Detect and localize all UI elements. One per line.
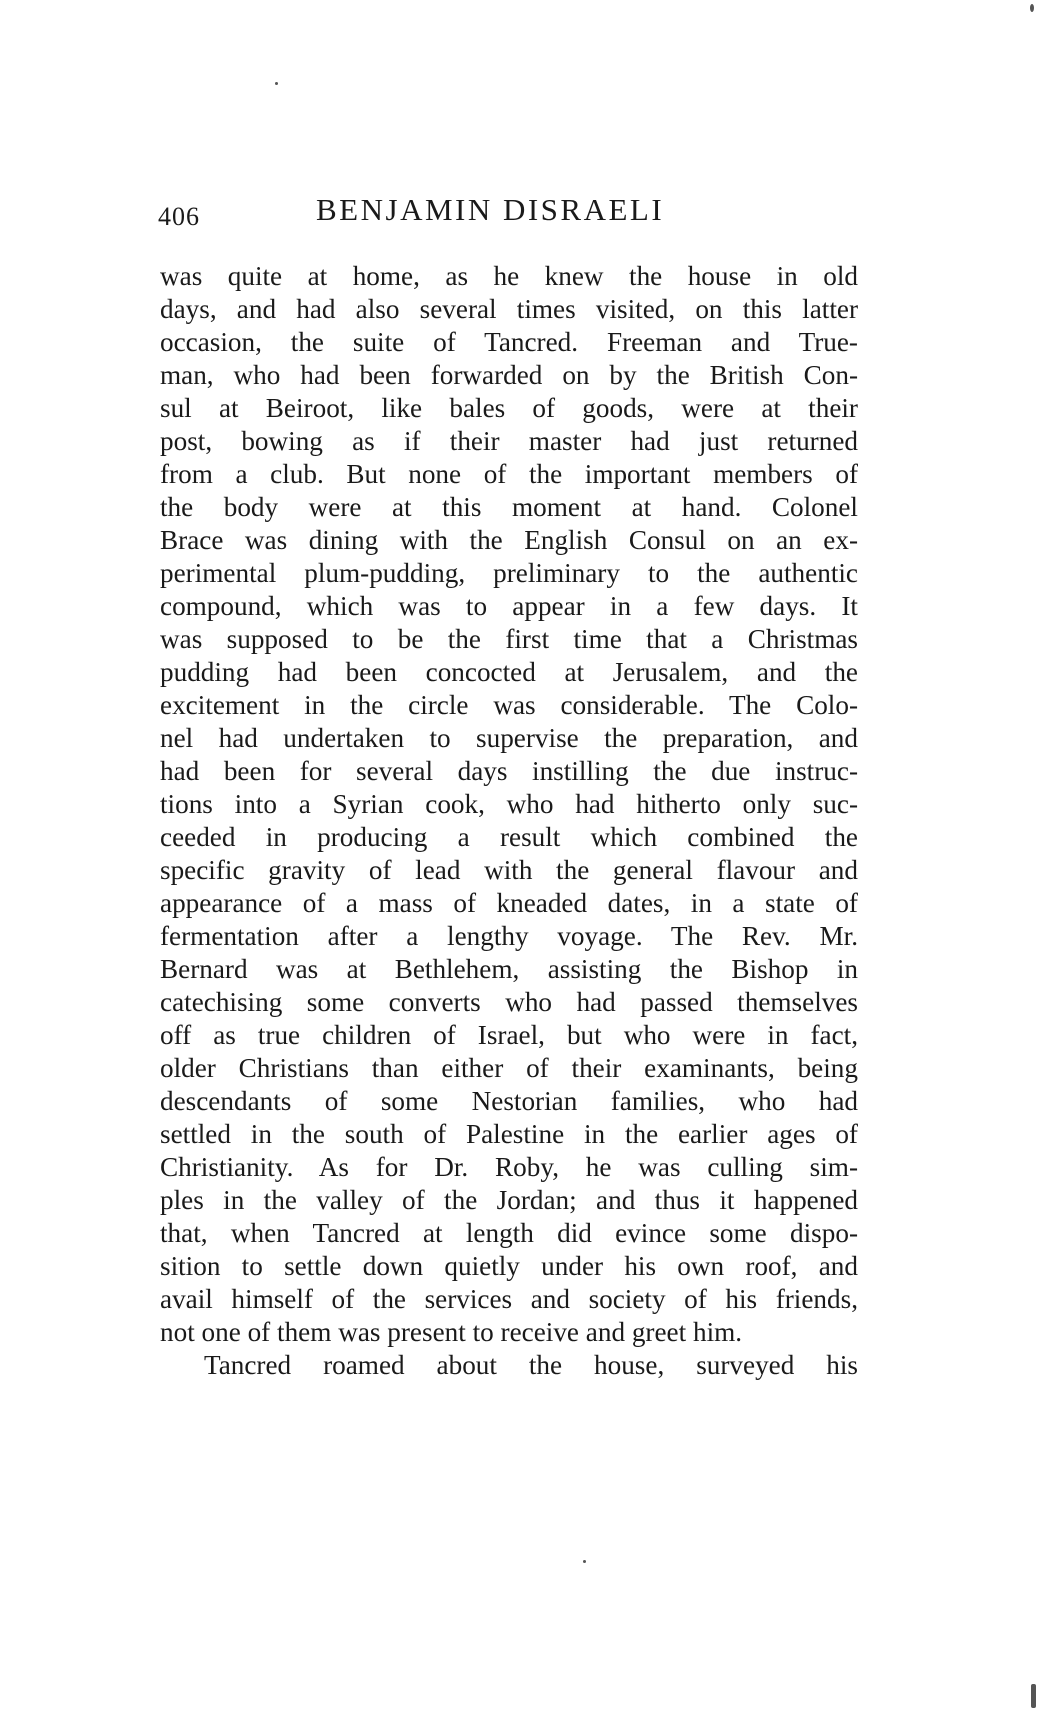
- paragraph-start-line: Tancred roamed about the house, surveyed his: [204, 1350, 858, 1380]
- scan-speck: [275, 82, 278, 85]
- body-text: [160, 260, 858, 1382]
- scan-speck: [1031, 1684, 1036, 1708]
- text-line: was supposed to be the first time that a Christmas: [160, 624, 858, 654]
- text-line: nel had undertaken to supervise the preparation, and: [160, 723, 858, 753]
- running-head: [158, 192, 858, 242]
- text-line: from a club. But none of the important members of: [160, 459, 858, 489]
- text-line: pudding had been concocted at Jerusalem, and the: [160, 657, 858, 687]
- text-line: specific gravity of lead with the general flavour and: [160, 855, 858, 885]
- page-number: 406: [158, 202, 200, 231]
- text-line: had been for several days instilling the due instruc-: [160, 756, 858, 786]
- text-line: ples in the valley of the Jordan; and thus it happened: [160, 1185, 858, 1215]
- text-line: Christianity. As for Dr. Roby, he was culling sim-: [160, 1152, 858, 1182]
- text-line: man, who had been forwarded on by the British Con-: [160, 360, 858, 390]
- text-line: that, when Tancred at length did evince some dispo-: [160, 1218, 858, 1248]
- text-line: ceeded in producing a result which combined the: [160, 822, 858, 852]
- text-line: compound, which was to appear in a few days. It: [160, 591, 858, 621]
- text-line: descendants of some Nestorian families, who had: [160, 1086, 858, 1116]
- text-line: perimental plum-pudding, preliminary to the authentic: [160, 558, 858, 588]
- text-line: settled in the south of Palestine in the earlier ages of: [160, 1119, 858, 1149]
- text-line: older Christians than either of their examinants, being: [160, 1053, 858, 1083]
- text-line: was quite at home, as he knew the house in old: [160, 261, 858, 291]
- text-line: sul at Beiroot, like bales of goods, were at their: [160, 393, 858, 423]
- text-line: the body were at this moment at hand. Colonel: [160, 492, 858, 522]
- text-line: days, and had also several times visited, on this latter: [160, 294, 858, 324]
- text-line: excitement in the circle was considerable. The Colo-: [160, 690, 858, 720]
- text-line: catechising some converts who had passed themselves: [160, 987, 858, 1017]
- text-line: occasion, the suite of Tancred. Freeman and True-: [160, 327, 858, 357]
- paragraph-end-line: not one of them was present to receive and greet him.: [160, 1317, 743, 1347]
- text-line: avail himself of the services and society of his friends,: [160, 1284, 858, 1314]
- scan-speck: [1030, 4, 1034, 12]
- text-line: appearance of a mass of kneaded dates, in a state of: [160, 888, 858, 918]
- running-title: BENJAMIN DISRAELI: [316, 192, 665, 227]
- text-line: sition to settle down quietly under his own roof, and: [160, 1251, 858, 1281]
- text-line: tions into a Syrian cook, who had hitherto only suc-: [160, 789, 858, 819]
- scan-speck: [583, 1560, 586, 1563]
- text-line: off as true children of Israel, but who were in fact,: [160, 1020, 858, 1050]
- text-line: post, bowing as if their master had just returned: [160, 426, 858, 456]
- text-line: Brace was dining with the English Consul on an ex-: [160, 525, 858, 555]
- text-line: fermentation after a lengthy voyage. The Rev. Mr.: [160, 921, 858, 951]
- text-line: Bernard was at Bethlehem, assisting the Bishop in: [160, 954, 858, 984]
